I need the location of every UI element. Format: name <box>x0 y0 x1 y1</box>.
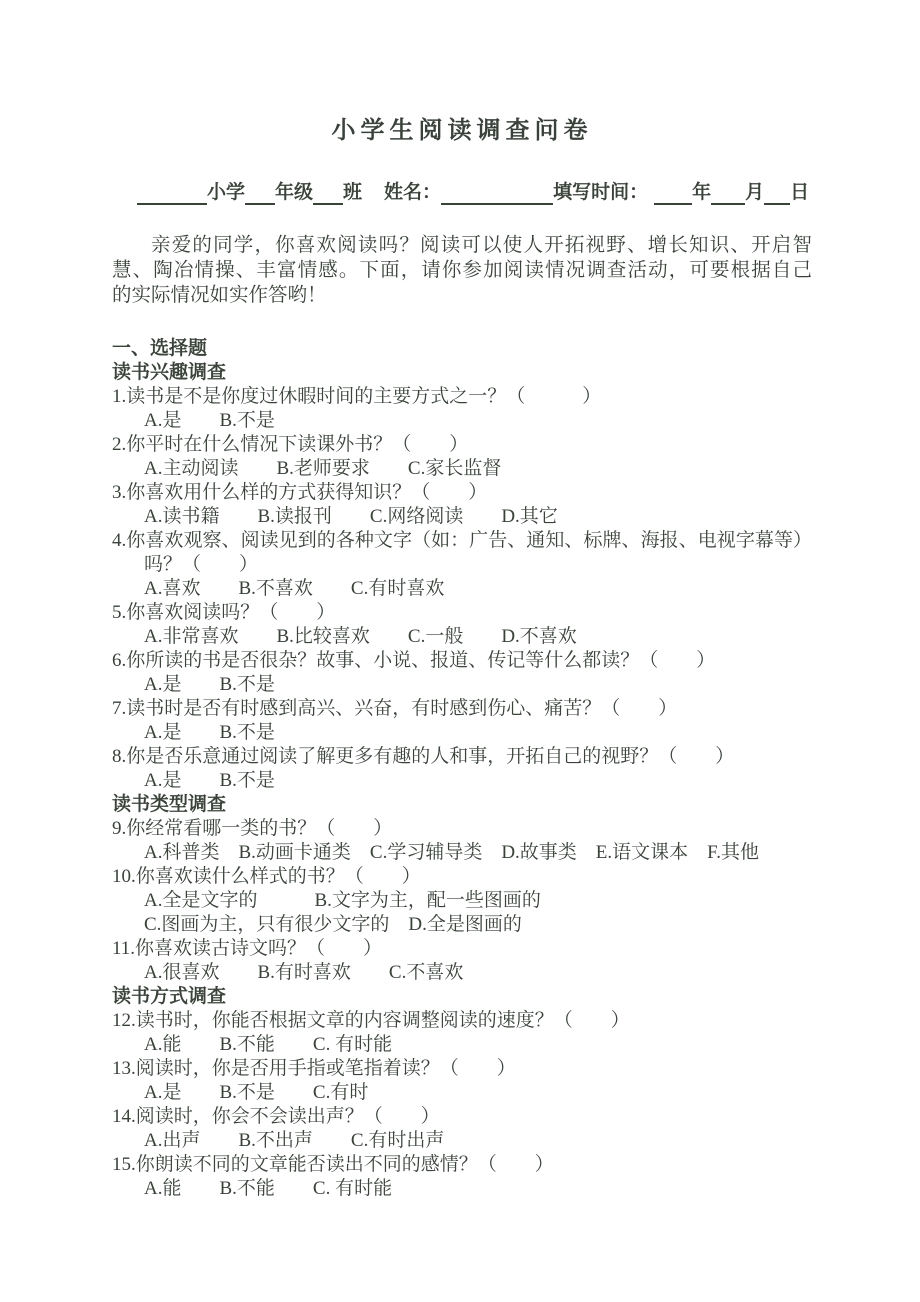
option-line: A.全是文字的 B.文字为主，配一些图画的 <box>144 890 541 911</box>
question-text: 8.你是否乐意通过阅读了解更多有趣的人和事，开拓自己的视野？（ ） <box>112 746 735 767</box>
option-line: A.很喜欢 B.有时喜欢 C.不喜欢 <box>144 962 464 983</box>
option-line: C.图画为主，只有很少文字的 D.全是图画的 <box>144 914 522 935</box>
question-text: 14.阅读时，你会不会读出声？（ ） <box>112 1106 440 1127</box>
name-label: 姓名： <box>384 182 442 203</box>
option-line: A.能 B.不能 C. 有时能 <box>144 1034 393 1055</box>
intro-line: 慧、陶冶情操、丰富情感。下面，请你参加阅读情况调查活动，可要根据自己 <box>112 260 812 281</box>
year-label: 年 <box>692 182 712 203</box>
group-heading: 读书方式调查 <box>112 986 227 1007</box>
option-line: A.是 B.不是 <box>144 722 275 743</box>
option-line: A.科普类 B.动画卡通类 C.学习辅导类 D.故事类 E.语文课本 F.其他 <box>144 842 759 863</box>
class-blank <box>313 185 343 205</box>
day-label: 日 <box>790 182 810 203</box>
option-line: A.非常喜欢 B.比较喜欢 C.一般 D.不喜欢 <box>144 626 577 647</box>
school-name-blank <box>137 185 207 205</box>
question-text: 10.你喜欢读什么样式的书？（ ） <box>112 866 421 887</box>
question-text: 2.你平时在什么情况下读课外书？（ ） <box>112 434 469 455</box>
question-text: 7.读书时是否有时感到高兴、兴奋，有时感到伤心、痛苦？（ ） <box>112 698 678 719</box>
group-heading: 读书兴趣调查 <box>112 362 227 383</box>
year-blank <box>654 185 692 205</box>
question-text: 12.读书时，你能否根据文章的内容调整阅读的速度？（ ） <box>112 1010 630 1031</box>
question-text: 1.读书是不是你度过休暇时间的主要方式之一？（ ） <box>112 386 602 407</box>
page-content <box>0 110 920 1201</box>
intro-line: 的实际情况如实作答哟！ <box>112 285 327 306</box>
question-text: 3.你喜欢用什么样的方式获得知识？（ ） <box>112 482 488 503</box>
question-text: 6.你所读的书是否很杂？故事、小说、报道、传记等什么都读？（ ） <box>112 650 716 671</box>
option-line: A.读书籍 B.读报刊 C.网络阅读 D.其它 <box>144 506 558 527</box>
day-blank <box>764 185 790 205</box>
month-label: 月 <box>745 182 765 203</box>
question-text: 11.你喜欢读古诗文吗？（ ） <box>112 938 383 959</box>
question-text: 15.你朗读不同的文章能否读出不同的感情？（ ） <box>112 1154 554 1175</box>
fill-in-header <box>112 181 812 205</box>
grade-label: 年级 <box>275 182 314 203</box>
school-label: 小学 <box>207 182 246 203</box>
option-line: A.喜欢 B.不喜欢 C.有时喜欢 <box>144 578 445 599</box>
option-line: A.是 B.不是 <box>144 770 275 791</box>
name-blank <box>441 185 553 205</box>
fill-date-label: 填写时间： <box>553 182 649 203</box>
option-line: A.是 B.不是 C.有时 <box>144 1082 369 1103</box>
option-line: A.主动阅读 B.老师要求 C.家长监督 <box>144 458 502 479</box>
option-line: A.是 B.不是 <box>144 410 275 431</box>
class-label: 班 <box>343 182 363 203</box>
question-text: 13.阅读时，你是否用手指或笔指着读？（ ） <box>112 1058 516 1079</box>
section-heading: 一、选择题 <box>112 338 208 359</box>
month-blank <box>711 185 745 205</box>
intro-paragraph <box>112 233 812 308</box>
group-heading: 读书类型调查 <box>112 794 227 815</box>
option-line: A.是 B.不是 <box>144 674 275 695</box>
grade-blank <box>245 185 275 205</box>
question-list <box>112 337 812 1201</box>
question-text: 9.你经常看哪一类的书？（ ） <box>112 818 393 839</box>
question-text: 4.你喜欢观察、阅读见到的各种文字（如：广告、通知、标牌、海报、电视字幕等）吗？（ ） <box>112 530 812 575</box>
question-text: 5.你喜欢阅读吗？（ ） <box>112 602 336 623</box>
page-title: 小学生阅读调查问卷 <box>331 117 593 144</box>
option-line: A.出声 B.不出声 C.有时出声 <box>144 1130 445 1151</box>
option-line: A.能 B.不能 C. 有时能 <box>144 1178 393 1199</box>
intro-line: 亲爱的同学，你喜欢阅读吗？阅读可以使人开拓视野、增长知识、开启智 <box>151 235 812 256</box>
